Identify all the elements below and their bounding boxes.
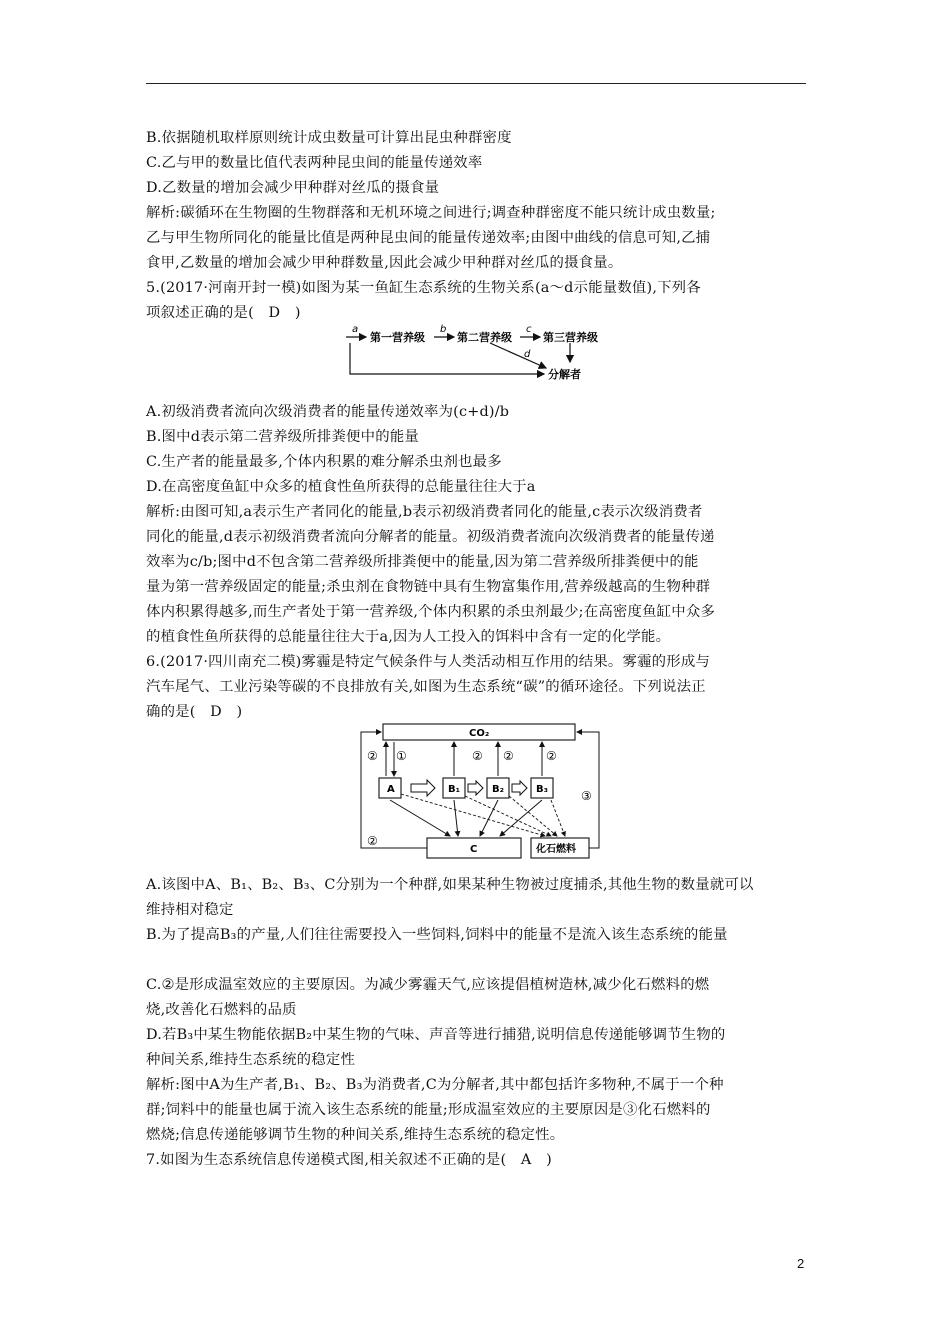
arrow-1-decomposer bbox=[350, 343, 544, 374]
energy-flow-diagram bbox=[340, 322, 610, 384]
option-d: D.在高密度鱼缸中众多的植食性鱼所获得的总能量往往大于a bbox=[146, 479, 536, 495]
circle-2-bottom: ② bbox=[367, 834, 378, 848]
decomposer: 分解者 bbox=[548, 368, 581, 381]
label-d: d bbox=[524, 349, 531, 360]
text-line: 体内积累得越多,而生产者处于第一营养级,个体内积累的杀虫剂最少;在高密度鱼缸中众多 bbox=[146, 604, 716, 620]
label-b2: B₂ bbox=[492, 784, 505, 795]
text-line: C.乙与甲的数量比值代表两种昆虫间的能量传递效率 bbox=[146, 155, 483, 171]
option-d: D.若B₃中某生物能依据B₂中某生物的气味、声音等进行捕猎,说明信息传递能够调节生物的 bbox=[146, 1027, 726, 1043]
text-line: 维持相对稳定 bbox=[146, 902, 234, 918]
label-b1: B₁ bbox=[448, 784, 461, 795]
text-line: 乙与甲生物所同化的能量比值是两种昆虫间的能量传递效率;由图中曲线的信息可知,乙捕 bbox=[146, 230, 711, 246]
text-line: 解析:图中A为生产者,B₁、B₂、B₃为消费者,C为分解者,其中都包括许多物种,不属于一个种 bbox=[146, 1077, 724, 1093]
text-line: 燃烧;信息传递能够调节生物的种间关系,维持生态系统的稳定性。 bbox=[146, 1127, 565, 1143]
text-line: 确的是( D ) bbox=[146, 704, 243, 720]
text-line: 群;饲料中的能量也属于流入该生态系统的能量;形成温室效应的主要原因是③化石燃料的 bbox=[146, 1102, 711, 1118]
level-2: 第二营养级 bbox=[457, 331, 512, 344]
text-line: 种间关系,维持生态系统的稳定性 bbox=[146, 1052, 356, 1068]
label-b3: B₃ bbox=[536, 784, 549, 795]
label-b: b bbox=[440, 324, 447, 335]
circle-1: ① bbox=[396, 749, 407, 763]
option-a: A.该图中A、B₁、B₂、B₃、C分别为一个种群,如果某种生物被过度捕杀,其他生物的数量就可以 bbox=[146, 877, 754, 893]
arrow-d bbox=[490, 343, 546, 368]
page-number: 2 bbox=[797, 1256, 805, 1271]
text-line: 项叙述正确的是( D ) bbox=[146, 305, 301, 321]
option-b: B.图中d表示第二营养级所排粪便中的能量 bbox=[146, 429, 420, 445]
label-a: A bbox=[387, 784, 395, 795]
text-line: D.乙数量的增加会减少甲种群对丝瓜的摄食量 bbox=[146, 180, 440, 196]
text-line: 汽车尾气、工业污染等碳的不良排放有关,如图为生态系统“碳”的循环途径。下列说法正 bbox=[146, 679, 706, 695]
option-a: A.初级消费者流向次级消费者的能量传递效率为(c+d)/b bbox=[146, 404, 510, 420]
text-line: 同化的能量,d表示初级消费者流向分解者的能量。初级消费者流向次级消费者的能量传递 bbox=[146, 529, 715, 545]
text-line: 烧,改善化石燃料的品质 bbox=[146, 1002, 297, 1018]
circle-2-left: ② bbox=[367, 749, 378, 763]
co2-label: CO₂ bbox=[469, 728, 490, 739]
question-5: 5.(2017·河南开封一模)如图为某一鱼缸生态系统的生物关系(a～d示能量数值),下列各 bbox=[146, 280, 701, 296]
question-6: 6.(2017·四川南充二模)雾霾是特定气候条件与人类活动相互作用的结果。雾霾的形成与 bbox=[146, 654, 711, 670]
label-fossil: 化石燃料 bbox=[536, 844, 576, 855]
text-line: 解析:碳循环在生物圈的生物群落和无机环境之间进行;调查种群密度不能只统计成虫数量; bbox=[146, 205, 716, 221]
option-c: C.②是形成温室效应的主要原因。为减少雾霾天气,应该提倡植树造林,减少化石燃料的燃 bbox=[146, 977, 710, 993]
text-line: 效率为c/b;图中d不包含第二营养级所排粪便中的能量,因为第二营养级所排粪便中的能 bbox=[146, 554, 699, 570]
question-7: 7.如图为生态系统信息传递模式图,相关叙述不正确的是( A ) bbox=[146, 1152, 552, 1168]
header-rule bbox=[146, 83, 806, 84]
text-line: 的植食性鱼所获得的总能量往往大于a,因为人工投入的饵料中含有一定的化学能。 bbox=[146, 629, 671, 645]
label-c: C bbox=[470, 844, 478, 855]
circle-2-b3: ② bbox=[546, 749, 557, 763]
circle-2-b1: ② bbox=[472, 749, 483, 763]
circle-3: ③ bbox=[581, 789, 592, 803]
carbon-cycle-diagram bbox=[355, 720, 605, 862]
text-line: 食甲,乙数量的增加会减少甲种群数量,因此会减少甲种群对丝瓜的摄食量。 bbox=[146, 255, 623, 271]
text-line: B.依据随机取样原则统计成虫数量可计算出昆虫种群密度 bbox=[146, 130, 512, 146]
text-line: 解析:由图可知,a表示生产者同化的能量,b表示初级消费者同化的能量,c表示次级消费者 bbox=[146, 504, 703, 520]
option-c: C.生产者的能量最多,个体内积累的难分解杀虫剂也最多 bbox=[146, 454, 502, 470]
option-b: B.为了提高B₃的产量,人们往往需要投入一些饲料,饲料中的能量不是流入该生态系统的能量 bbox=[146, 927, 728, 943]
text-line: 量为第一营养级固定的能量;杀虫剂在食物链中具有生物富集作用,营养级越高的生物种群 bbox=[146, 579, 711, 595]
label-a: a bbox=[352, 324, 359, 335]
level-1: 第一营养级 bbox=[370, 331, 425, 344]
circle-2-b2: ② bbox=[503, 749, 514, 763]
level-3: 第三营养级 bbox=[543, 331, 598, 344]
label-c: c bbox=[526, 324, 532, 335]
